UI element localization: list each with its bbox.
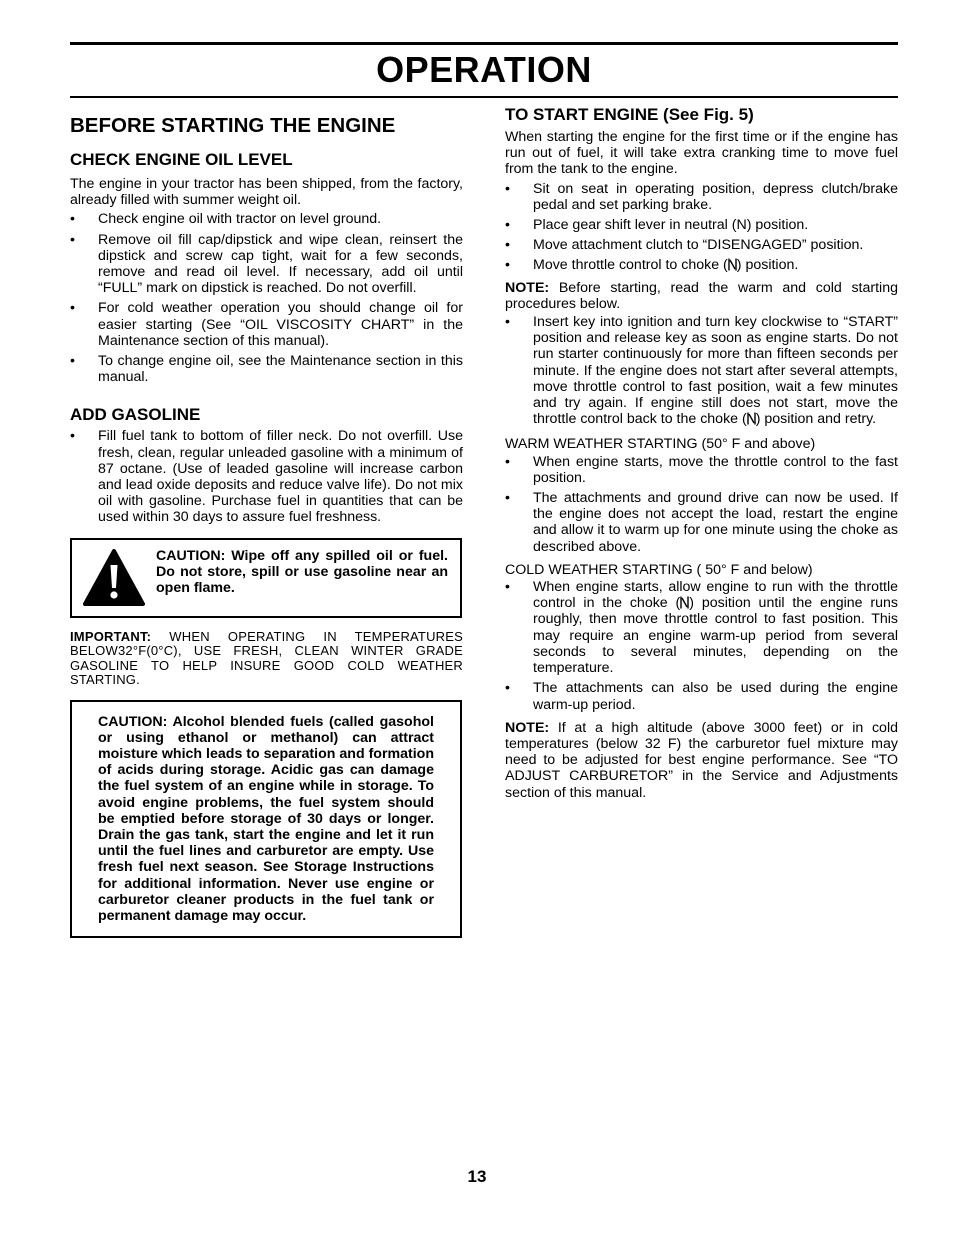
list-item: • Remove oil fill cap/dipstick and wipe clean, reinsert the dipstick and screw cap tight, wait for a few seconds, remove and read oil level. If necessary, add oil until “FULL” mark on dipstick is reached. Do not overfill. [70, 232, 463, 297]
caution-box-alcohol: CAUTION: Alcohol blended fuels (called gasohol or using ethanol or methanol) can attract moisture which leads to separation and formation of acids during storage. Acidic gas can damage the fuel system of an engine while in storage. To avoid engine problems, the fuel system should be emptied before storage of 30 days or longer. Drain the gas tank, start the engine and let it run until the fuel lines and carburetor are empty. Use fresh fuel next season. See Storage Instructions for additional information. Never use engine or carburetor cleaner products in the fuel tank or permanent damage may occur. [70, 700, 462, 939]
note-label: NOTE: [505, 279, 550, 296]
list-item: • Move attachment clutch to “DISENGAGED” position. [505, 237, 898, 253]
list-item: • For cold weather operation you should change oil for easier starting (See “OIL VISCOSITY CHART” in the Maintenance section of this manual). [70, 300, 463, 349]
list-item: • When engine starts, move the throttle control to the fast position. [505, 454, 898, 486]
note-label: NOTE: [505, 719, 550, 736]
warning-triangle-icon [82, 548, 146, 608]
note-text: Before starting, read the warm and cold starting procedures below. [505, 279, 898, 312]
choke-symbol-icon [680, 596, 689, 609]
list-item: • To change engine oil, see the Maintenance section in this manual. [70, 353, 463, 385]
important-label: IMPORTANT: [70, 628, 152, 644]
start-engine-intro: When starting the engine for the first time or if the engine has run out of fuel, it will take extra cranking time to move fuel from the tank to the engine. [505, 129, 898, 178]
header-bottom-rule [70, 96, 898, 98]
section-title: BEFORE STARTING THE ENGINE [70, 114, 396, 137]
cold-weather-list [505, 579, 898, 713]
check-oil-list [70, 211, 463, 385]
warm-weather-list [505, 454, 898, 555]
choke-symbol-icon [728, 258, 737, 271]
cold-text-a: When engine starts, allow engine to run with the throttle control in the choke ( [533, 579, 898, 612]
choke-text-b: ) position. [736, 257, 799, 274]
right-column [505, 105, 898, 801]
list-item: • Fill fuel tank to bottom of filler neck. Do not overfill. Use fresh, clean, regular unleaded gasoline with a minimum of 87 octane. (Use of leaded gasoline will increase carbon and lead oxide deposits and reduce valve life). Do not mix oil with gasoline. Purchase fuel in quantities that can be used within 30 days to assure fuel freshness. [70, 428, 463, 525]
add-gasoline-heading: ADD GASOLINE [70, 405, 201, 425]
add-gasoline-list [70, 428, 463, 525]
cold-weather-heading: COLD WEATHER STARTING ( 50° F and below) [505, 561, 813, 578]
list-item [505, 257, 898, 273]
list-item: • Sit on seat in operating position, depress clutch/brake pedal and set parking brake. [505, 181, 898, 213]
key-text-b: ) position and retry. [755, 411, 877, 428]
list-item: • The attachments can also be used during the engine warm-up period. [505, 680, 898, 712]
important-note [70, 630, 463, 688]
header-top-rule [70, 42, 898, 45]
check-oil-intro: The engine in your tractor has been shipped, from the factory, already filled with summer weight oil. [70, 176, 463, 209]
caution-spill-text: CAUTION: Wipe off any spilled oil or fuel. Do not store, spill or use gasoline near an open flame. [156, 547, 448, 597]
note-high-altitude [505, 720, 898, 801]
page-title: OPERATION [376, 49, 592, 90]
check-oil-heading: CHECK ENGINE OIL LEVEL [70, 150, 293, 169]
start-engine-list [505, 181, 898, 274]
page-header [70, 42, 898, 98]
key-text-a: Insert key into ignition and turn key clockwise to “START” position and release key as soon as engine starts. Do not run starter continuously for more than fifteen seconds per minute. If the engine does not start after several attempts, move throttle control to fast position, wait a few minutes and try again. If engine still does not start, move the throttle control back to the choke ( [533, 314, 898, 428]
important-text: WHEN OPERATING IN TEMPERATURES BELOW32°F(0°C), USE FRESH, CLEAN WINTER GRADE GASOLINE TO HELP INSURE GOOD COLD WEATHER STARTING. [70, 628, 463, 688]
choke-symbol-icon [747, 412, 756, 425]
list-item: • The attachments and ground drive can now be used. If the engine does not accept the load, restart the engine and allow it to warm up for one minute using the choke as described above. [505, 490, 898, 555]
list-item [505, 314, 898, 427]
choke-text-a: Move throttle control to choke ( [533, 257, 728, 274]
note-text: If at a high altitude (above 3000 feet) or in cold temperatures (below 32 F) the carburetor fuel mixture may need to be adjusted for best engine performance. See “TO ADJUST CARBURETOR” in the Service and Adjustments section of this manual. [505, 719, 898, 801]
start-engine-heading: TO START ENGINE (See Fig. 5) [505, 105, 754, 124]
note-before-starting [505, 280, 898, 312]
left-column [70, 114, 463, 938]
list-item: • Check engine oil with tractor on level ground. [70, 211, 463, 227]
cold-text-b: ) position until the engine runs roughly, then move throttle control to fast position. This may require an engine warm-up period from several seconds to several minutes, depending on the temperature. [533, 595, 898, 677]
list-item: • Place gear shift lever in neutral (N) position. [505, 217, 898, 233]
page-number: 13 [467, 1167, 487, 1186]
caution-box-spill [70, 538, 462, 618]
list-item [505, 579, 898, 676]
key-start-list [505, 314, 898, 427]
warm-weather-heading: WARM WEATHER STARTING (50° F and above) [505, 436, 816, 453]
